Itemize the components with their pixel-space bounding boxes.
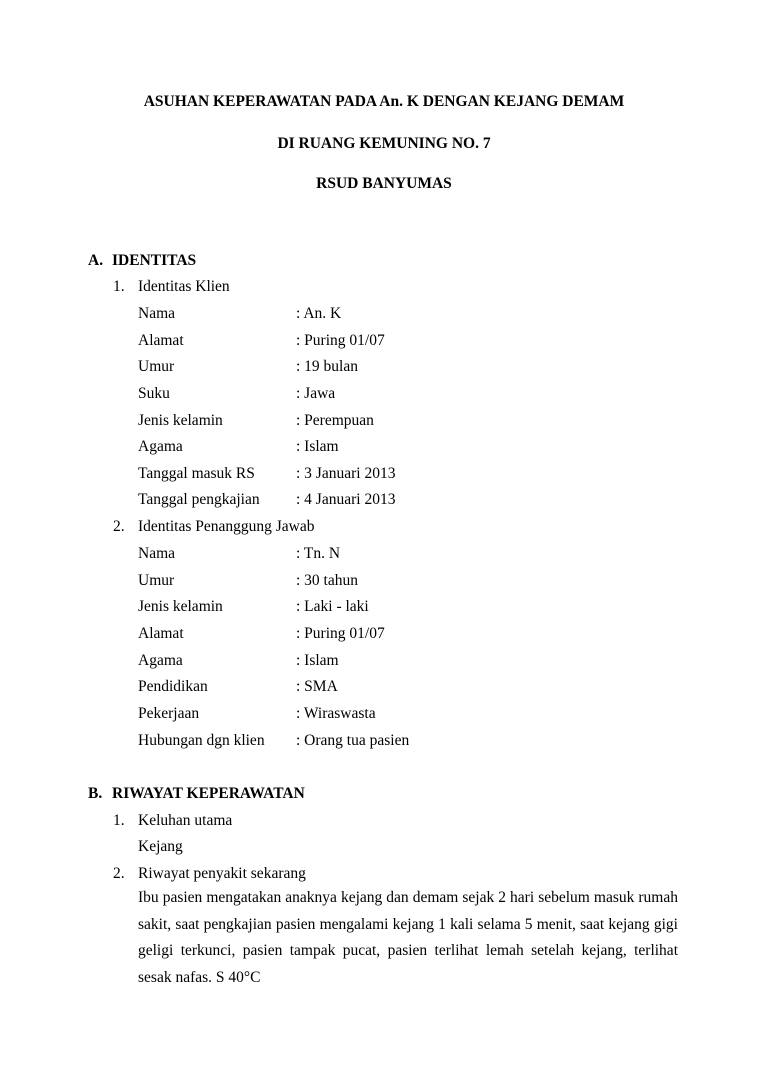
field-value: : Islam: [296, 652, 339, 669]
section-a-sub1-heading: Identitas Klien: [138, 278, 230, 295]
field-label: Nama: [138, 305, 176, 322]
field-value: : 30 tahun: [296, 572, 358, 589]
field-label: Umur: [138, 358, 175, 375]
field-value: : Wiraswasta: [296, 705, 376, 722]
field-value: : Orang tua pasien: [296, 732, 410, 749]
chief-complaint-text: Kejang: [138, 838, 183, 855]
field-value: : Puring 01/07: [296, 332, 385, 349]
field-label: Suku: [138, 385, 170, 402]
field-value: : Jawa: [296, 385, 336, 402]
section-b-heading: RIWAYAT KEPERAWATAN: [112, 785, 305, 802]
field-label: Hubungan dgn klien: [138, 732, 265, 749]
section-b-sub2-number: 2.: [113, 865, 125, 882]
field-label: Jenis kelamin: [138, 412, 223, 429]
section-a-sub2-heading: Identitas Penanggung Jawab: [138, 518, 315, 535]
field-value: : Laki - laki: [296, 598, 369, 615]
field-label: Pendidikan: [138, 678, 208, 695]
field-label: Jenis kelamin: [138, 598, 223, 615]
section-b-letter: B.: [88, 785, 103, 802]
section-a-sub1-number: 1.: [113, 278, 125, 295]
field-label: Tanggal masuk RS: [138, 465, 255, 482]
section-a-letter: A.: [88, 252, 104, 269]
field-value: : Islam: [296, 438, 339, 455]
field-value: : An. K: [296, 305, 342, 322]
field-label: Tanggal pengkajian: [138, 491, 260, 508]
field-value: : SMA: [296, 678, 338, 695]
section-b-sub1-heading: Keluhan utama: [138, 812, 233, 829]
document-title: ASUHAN KEPERAWATAN PADA An. K DENGAN KEJANG DEMAM: [143, 93, 625, 110]
section-a-heading: IDENTITAS: [112, 252, 197, 269]
section-a-sub2-number: 2.: [113, 518, 125, 535]
field-value: : 19 bulan: [296, 358, 358, 375]
field-label: Agama: [138, 438, 183, 455]
field-label: Alamat: [138, 625, 184, 642]
field-value: : Puring 01/07: [296, 625, 385, 642]
field-value: : Perempuan: [296, 412, 374, 429]
field-label: Nama: [138, 545, 176, 562]
section-b-sub1-number: 1.: [113, 812, 125, 829]
current-illness-paragraph: Ibu pasien mengatakan anaknya kejang dan demam sejak 2 hari sebelum masuk rumah sakit, saat pengkajian pasien mengalami kejang 1 kali selama 5 menit, saat kejang gigi geligi terkunci, pasien tampak pucat, pasien terlihat lemah setelah kejang, terlihat sesak nafas. S 40°C: [138, 889, 678, 986]
field-value: : 3 Januari 2013: [296, 465, 396, 482]
document-subtitle-ward: DI RUANG KEMUNING NO. 7: [277, 135, 491, 152]
field-value: : 4 Januari 2013: [296, 491, 396, 508]
document-subtitle-hospital: RSUD BANYUMAS: [316, 175, 452, 192]
field-label: Agama: [138, 652, 183, 669]
field-value: : Tn. N: [296, 545, 341, 562]
field-label: Pekerjaan: [138, 705, 200, 722]
section-b-sub2-heading: Riwayat penyakit sekarang: [138, 865, 306, 882]
field-label: Alamat: [138, 332, 184, 349]
field-label: Umur: [138, 572, 175, 589]
